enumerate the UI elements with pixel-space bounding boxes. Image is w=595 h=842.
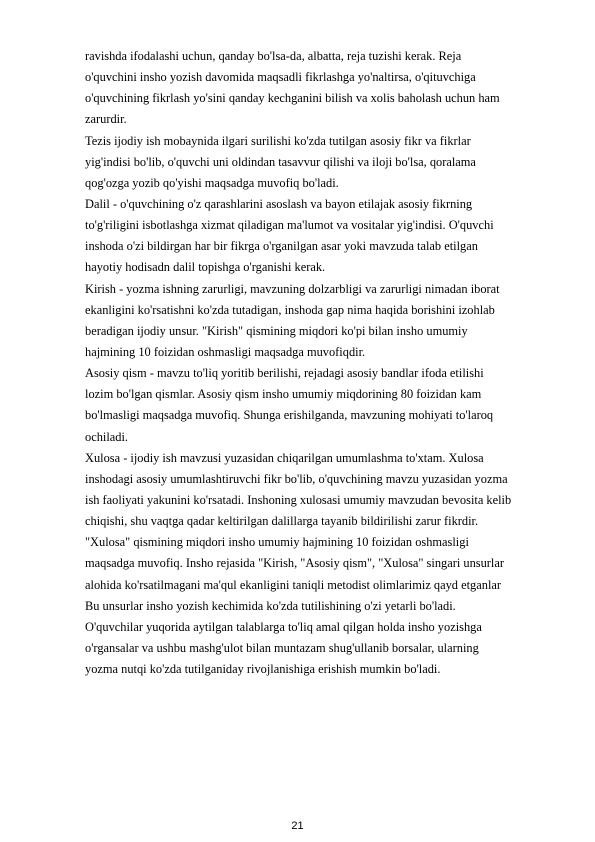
text-line: zarurdir. <box>85 112 127 127</box>
text-line: yozma nutqi ko'zda tutilganiday rivojlanishiga erishish mumkin bo'ladi. <box>85 662 441 677</box>
text-line: hajmining 10 foizidan oshmasligi maqsadga muvofiqdir. <box>85 344 366 359</box>
text-line: o'quvchini insho yozish davomida maqsadli fikrlashga yo'naltirsa, o'qituvchiga <box>85 70 476 85</box>
text-line: yig'indisi bo'lib, o'quvchi uni oldindan tasavvur qilishi va iloji bo'lsa, qoralama <box>85 154 476 169</box>
text-line: to'g'riligini isbotlashga xizmat qiladigan ma'lumot va vositalar yig'indisi. O'quvchi <box>85 218 494 233</box>
text-line: ekanligini ko'rsatishni ko'zda tutadigan, inshoda gap nima haqida borishini izohlab <box>85 302 495 317</box>
text-line: Xulosa - ijodiy ish mavzusi yuzasidan chiqarilgan umumlashma to'xtam. Xulosa <box>85 450 484 465</box>
text-line: qog'ozga yozib qo'yishi maqsadga muvofiq bo'ladi. <box>85 175 339 190</box>
text-line: o'quvchining fikrlash yo'sini qanday kechganini bilish va xolis baholash uchun ham <box>85 91 500 106</box>
text-line: Asosiy qism - mavzu to'liq yoritib berilishi, rejadagi asosiy bandlar ifoda etilishi <box>85 366 484 381</box>
text-line: hayotiy hodisadn dalil topishga o'rganishi kerak. <box>85 260 326 275</box>
text-line: Bu unsurlar insho yozish kechimida ko'zda tutilishining o'zi yetarli bo'ladi. <box>85 598 456 613</box>
text-line: beradigan ijodiy unsur. "Kirish" qismining miqdori ko'pi bilan insho umumiy <box>85 323 468 338</box>
text-line: inshodagi asosiy umumlashtiruvchi fikr bo'lib, o'quvchining mavzu yuzasidan yozma <box>85 471 508 486</box>
text-line: inshoda o'zi bildirgan har bir fikrga o'rganilgan asar yoki mavzuda talab etilgan <box>85 239 478 254</box>
text-line: Dalil - o'quvchining o'z qarashlarini asoslash va bayon etilajak asosiy fikrning <box>85 196 473 211</box>
text-line: Kirish - yozma ishning zarurligi, mavzuning dolzarbligi va zarurligi nimadan iborat <box>85 281 500 296</box>
text-line: "Xulosa" qismining miqdori insho umumiy hajmining 10 foizidan oshmasligi <box>85 535 469 550</box>
text-line: Tezis ijodiy ish mobaynida ilgari surilishi ko'zda tutilgan asosiy fikr va fikrlar <box>85 133 471 148</box>
text-line: alohida ko'rsatilmagani ma'qul ekanligini taniqli metodist olimlarimiz qayd etganlar <box>85 577 502 592</box>
text-line: bo'lmasligi maqsadga muvofiq. Shunga erishilganda, mavzuning mohiyati to'laroq <box>85 408 494 423</box>
body-text <box>85 46 575 680</box>
text-line: O'quvchilar yuqorida aytilgan talablarga to'liq amal qilgan holda insho yozishga <box>85 619 482 634</box>
text-line: ravishda ifodalashi uchun, qanday bo'lsa-da, albatta, reja tuzishi kerak. Reja <box>85 49 462 63</box>
text-line: ochiladi. <box>85 429 129 444</box>
text-line: lozim bo'lgan qismlar. Asosiy qism insho umumiy miqdorining 80 foizidan kam <box>85 387 482 402</box>
page-number: 21 <box>291 820 304 832</box>
text-line: chiqishi, shu vaqtga qadar keltirilgan dalillarga tayanib bildirilishi zarur fikrdir. <box>85 514 479 529</box>
text-line: maqsadga muvofiq. Insho rejasida "Kirish, "Asosiy qism", "Xulosa" singari unsurlar <box>85 556 504 571</box>
text-line: o'rgansalar va ushbu mashg'ulot bilan muntazam shug'ullanib borsalar, ularning <box>85 640 479 655</box>
text-line: ish faoliyati yakunini ko'rsatadi. Inshoning xulosasi umumiy mavzudan bevosita kelib <box>85 492 512 507</box>
